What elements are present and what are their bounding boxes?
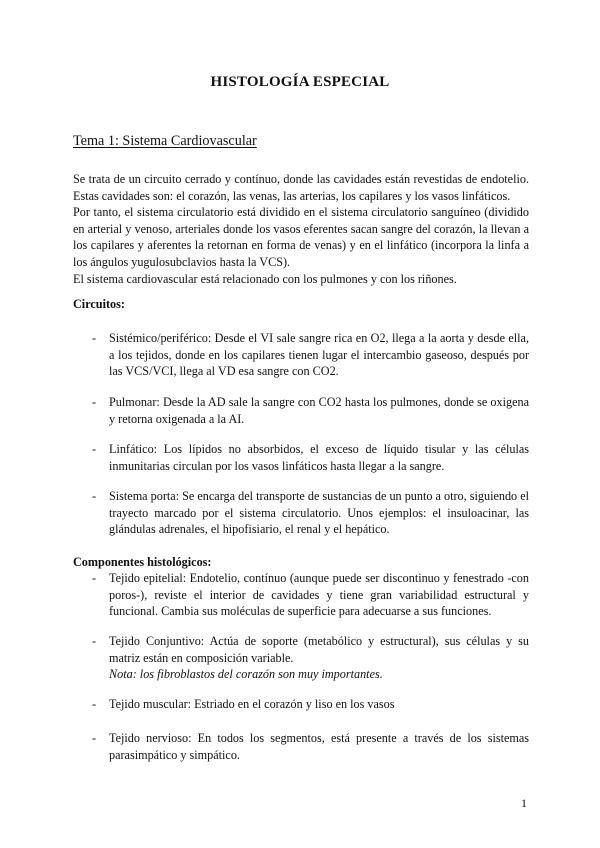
list-item-text: Tejido Conjuntivo: Actúa de soporte (metabólico y estructural), sus células y su matriz están en composición variable. <box>109 634 529 665</box>
list-item <box>92 394 529 427</box>
bullet-dash: - <box>92 442 97 456</box>
bullet-dash: - <box>92 395 97 409</box>
list-item <box>92 441 529 474</box>
intro-paragraph: El sistema cardiovascular está relacionado con los pulmones y con los riñones. <box>73 271 457 286</box>
intro-paragraph: Por tanto, el sistema circulatorio está dividido en el sistema circulatorio sanguíneo (dividido en arterial y venoso, arteriales donde los vasos eferentes sacan sangre del corazón, la llevan a los capilares y aferentes la retornan en forma de venas) y en el linfático (incorpora la linfa a los ángulos yugulosubclavios hasta la VCS). <box>73 205 529 269</box>
circuitos-list <box>92 394 529 427</box>
bullet-dash: - <box>92 331 97 345</box>
note-text: Nota: los fibroblastos del corazón son muy importantes. <box>109 667 383 682</box>
bullet-dash: - <box>92 697 97 711</box>
componentes-list <box>92 633 529 683</box>
list-item <box>92 570 529 620</box>
page-number: 1 <box>521 796 527 810</box>
circuitos-list <box>92 330 529 380</box>
list-item-text: Tejido epitelial: Endotelio, contínuo (aunque puede ser discontinuo y fenestrado -con poros-), reviste el interior de cavidades y tiene gran variabilidad estructural y funcional. Cambia sus moléculas de superficie para adecuarse a sus funciones. <box>109 571 529 619</box>
intro-paragraph: Se trata de un circuito cerrado y contínuo, donde las cavidades están revestidas de endotelio. Estas cavidades son: el corazón, las venas, las arterias, los capilares y los vasos linfáticos. <box>73 172 529 203</box>
list-item-text: Sistémico/periférico: Desde el VI sale sangre rica en O2, llega a la aorta y desde ella, a los tejidos, donde en los capilares tienen lugar el intercambio gaseoso, después por las VCS/VCI, llega al VD esa sangre con CO2. <box>109 331 529 379</box>
componentes-list <box>92 730 529 763</box>
page-title: HISTOLOGÍA ESPECIAL <box>210 74 390 90</box>
circuitos-list <box>92 441 529 474</box>
list-item <box>92 696 529 713</box>
intro-text <box>73 171 529 287</box>
list-item <box>92 633 529 683</box>
circuitos-list <box>92 488 529 538</box>
bullet-dash: - <box>92 489 97 503</box>
list-item-text: Tejido nervioso: En todos los segmentos, está presente a través de los sistemas parasimpático y simpático. <box>109 731 529 762</box>
componentes-heading: Componentes histológicos: <box>73 555 212 569</box>
section-title: Tema 1: Sistema Cardiovascular <box>73 133 257 149</box>
list-item-text: Sistema porta: Se encarga del transporte de sustancias de un punto a otro, siguiendo el trayecto marcado por el sistema circulatorio. Unos ejemplos: el insuloacinar, las glándulas adrenales, el hipofisiario, el renal y el hepático. <box>109 489 529 537</box>
componentes-list <box>92 696 529 713</box>
bullet-dash: - <box>92 634 97 648</box>
bullet-dash: - <box>92 571 97 585</box>
list-item <box>92 330 529 380</box>
list-item-text: Tejido muscular: Estriado en el corazón y liso en los vasos <box>109 697 395 711</box>
componentes-list <box>92 570 529 620</box>
circuitos-heading: Circuitos: <box>73 297 125 311</box>
list-item-text: Pulmonar: Desde la AD sale la sangre con CO2 hasta los pulmones, donde se oxigena y retorna oxigenada a la AI. <box>109 395 529 426</box>
list-item <box>92 730 529 763</box>
bullet-dash: - <box>92 731 97 745</box>
list-item <box>92 488 529 538</box>
list-item-text: Linfático: Los lípidos no absorbidos, el exceso de líquido tisular y las células inmunitarias circulan por los vasos linfáticos hasta llegar a la sangre. <box>109 442 529 473</box>
